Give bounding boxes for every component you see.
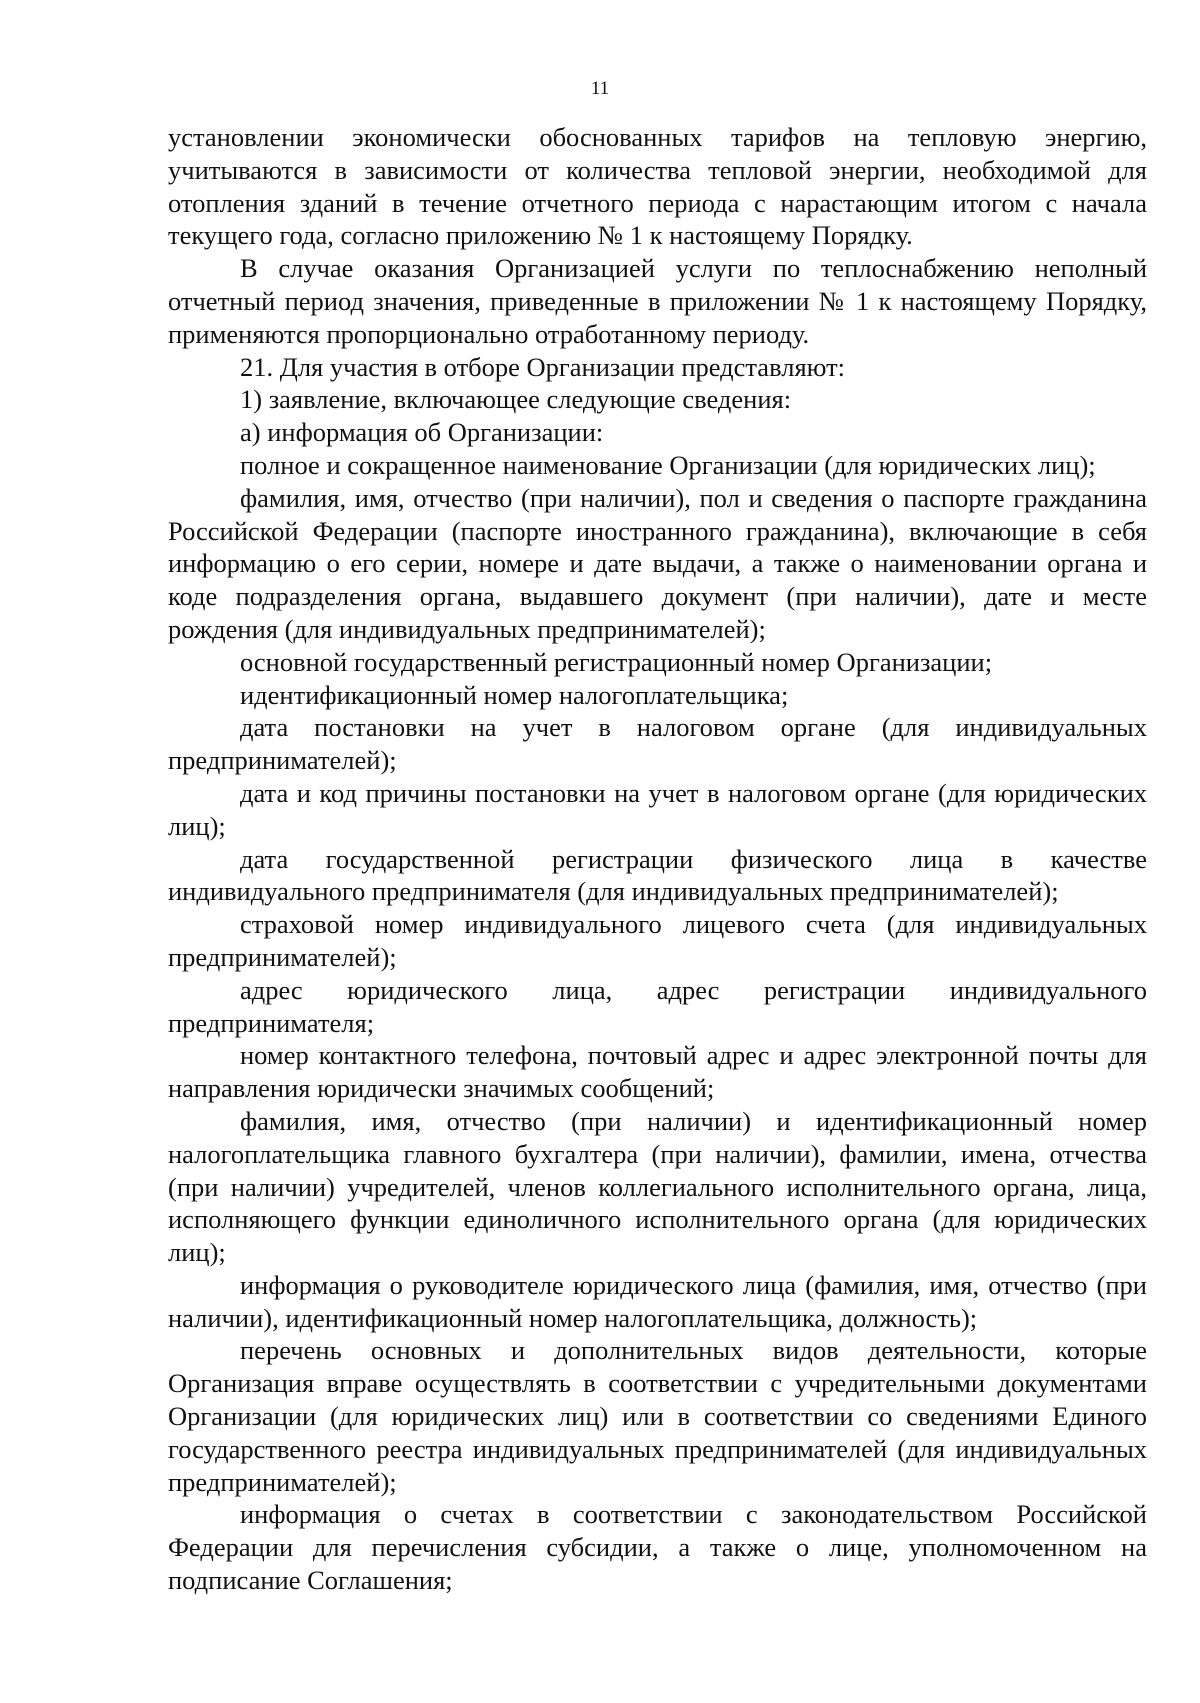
- paragraph: информация о руководителе юридического лица (фамилия, имя, отчество (при наличии), идентификационный номер налогоплательщика, должность);: [168, 1269, 1147, 1333]
- paragraph: дата государственной регистрации физического лица в качестве индивидуального предпринимателя (для индивидуальных предпринимателей);: [168, 843, 1147, 907]
- paragraph: дата и код причины постановки на учет в налоговом органе (для юридических лиц);: [168, 777, 1147, 841]
- document-body: [168, 121, 1147, 1597]
- paragraph: информация о счетах в соответствии с законодательством Российской Федерации для перечисления субсидии, а также о лице, уполномоченном на подписание Соглашения;: [168, 1499, 1147, 1596]
- paragraph: идентификационный номер налогоплательщика;: [240, 679, 789, 710]
- paragraph: дата постановки на учет в налоговом органе (для индивидуальных предпринимателей);: [168, 712, 1147, 776]
- paragraph: В случае оказания Организацией услуги по теплоснабжению неполный отчетный период значения, приведенные в приложении № 1 к настоящему Порядку, применяются пропорционально отработанному периоду.: [168, 253, 1147, 349]
- paragraph: перечень основных и дополнительных видов деятельности, которые Организация вправе осуществлять в соответствии с учредительными документами Организации (для юридических лиц) или в соответствии со сведениями Единого государственного реестра индивидуальных предпринимателей (для индивидуальных предпринимателей);: [168, 1335, 1147, 1497]
- paragraph: основной государственный регистрационный номер Организации;: [240, 646, 993, 677]
- paragraph: адрес юридического лица, адрес регистрации индивидуального предпринимателя;: [168, 974, 1147, 1038]
- paragraph: полное и сокращенное наименование Организации (для юридических лиц);: [240, 449, 1096, 480]
- paragraph-subitem-1: 1) заявление, включающее следующие сведения:: [240, 384, 792, 415]
- paragraph-item-21: 21. Для участия в отборе Организации представляют:: [240, 351, 846, 382]
- paragraph: фамилия, имя, отчество (при наличии), пол и сведения о паспорте гражданина Российской Федерации (паспорте иностранного гражданина), включающие в себя информацию о его серии, номере и дате выдачи, а также о наименовании органа и коде подразделения органа, выдавшего документ (при наличии), дате и месте рождения (для индивидуальных предпринимателей);: [168, 482, 1147, 644]
- paragraph: страховой номер индивидуального лицевого счета (для индивидуальных предпринимателей);: [168, 909, 1147, 972]
- paragraph-continuation: установлении экономически обоснованных тарифов на тепловую энергию, учитываются в зависимости от количества тепловой энергии, необходимой для отопления зданий в течение отчетного периода с нарастающим итогом с начала текущего года, согласно приложению № 1 к настоящему Порядку.: [168, 122, 1147, 251]
- paragraph: фамилия, имя, отчество (при наличии) и идентификационный номер налогоплательщика главного бухгалтера (при наличии), фамилии, имена, отчества (при наличии) учредителей, членов коллегиального исполнительного органа, лица, исполняющего функции единоличного исполнительного органа (для юридических лиц);: [168, 1105, 1147, 1268]
- page-number: 11: [590, 78, 610, 99]
- paragraph-subitem-a: а) информация об Организации:: [240, 417, 604, 448]
- paragraph: номер контактного телефона, почтовый адрес и адрес электронной почты для направления юридически значимых сообщений;: [168, 1040, 1147, 1104]
